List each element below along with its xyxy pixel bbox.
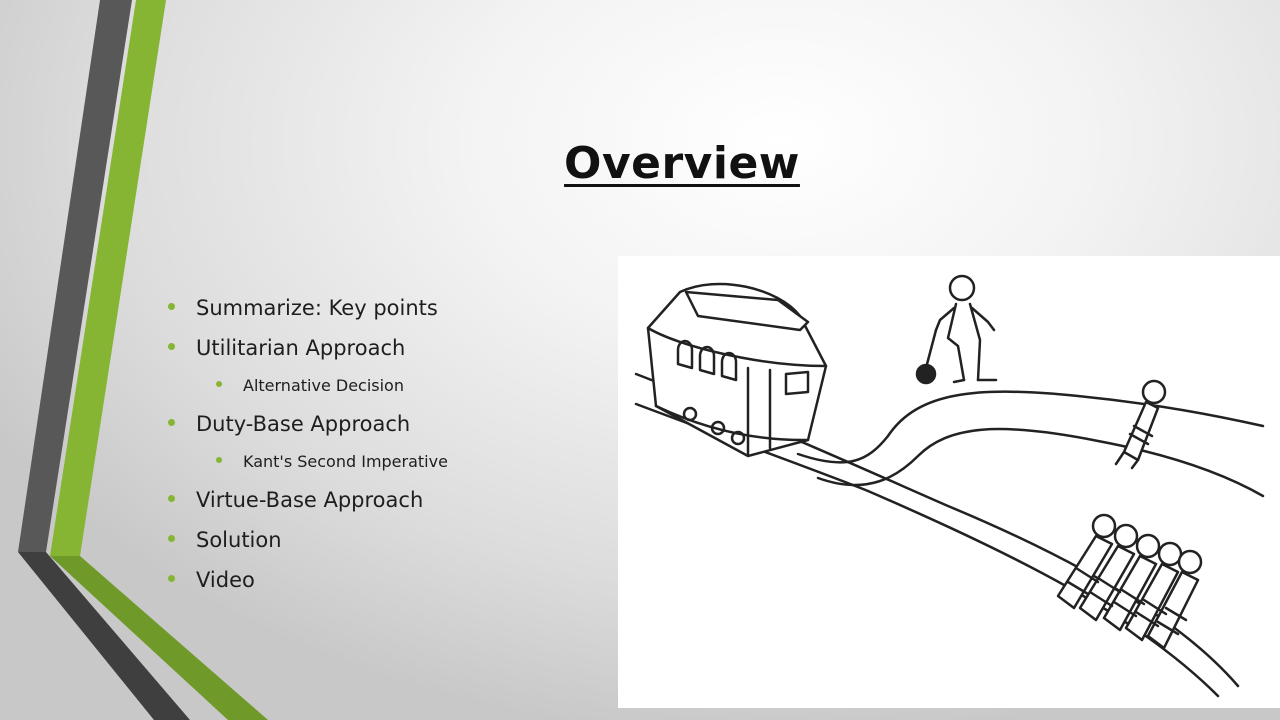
- sub-bullet-item: Kant's Second Imperative: [168, 444, 448, 480]
- bullet-item: Solution: [168, 520, 448, 560]
- five-people-on-main-track: [1058, 515, 1201, 648]
- bullet-list: [168, 288, 448, 600]
- trolley: [648, 284, 826, 456]
- bullet-item: Virtue-Base Approach: [168, 480, 448, 520]
- trolley-problem-illustration: [618, 256, 1280, 708]
- bullet-item: Summarize: Key points: [168, 288, 448, 328]
- slide-title: Overview: [564, 138, 800, 189]
- bullet-item: Utilitarian Approach: [168, 328, 448, 368]
- bullet-item: Video: [168, 560, 448, 600]
- person-at-lever: [917, 276, 996, 383]
- bullet-item: Duty-Base Approach: [168, 404, 448, 444]
- sub-bullet-item: Alternative Decision: [168, 368, 448, 404]
